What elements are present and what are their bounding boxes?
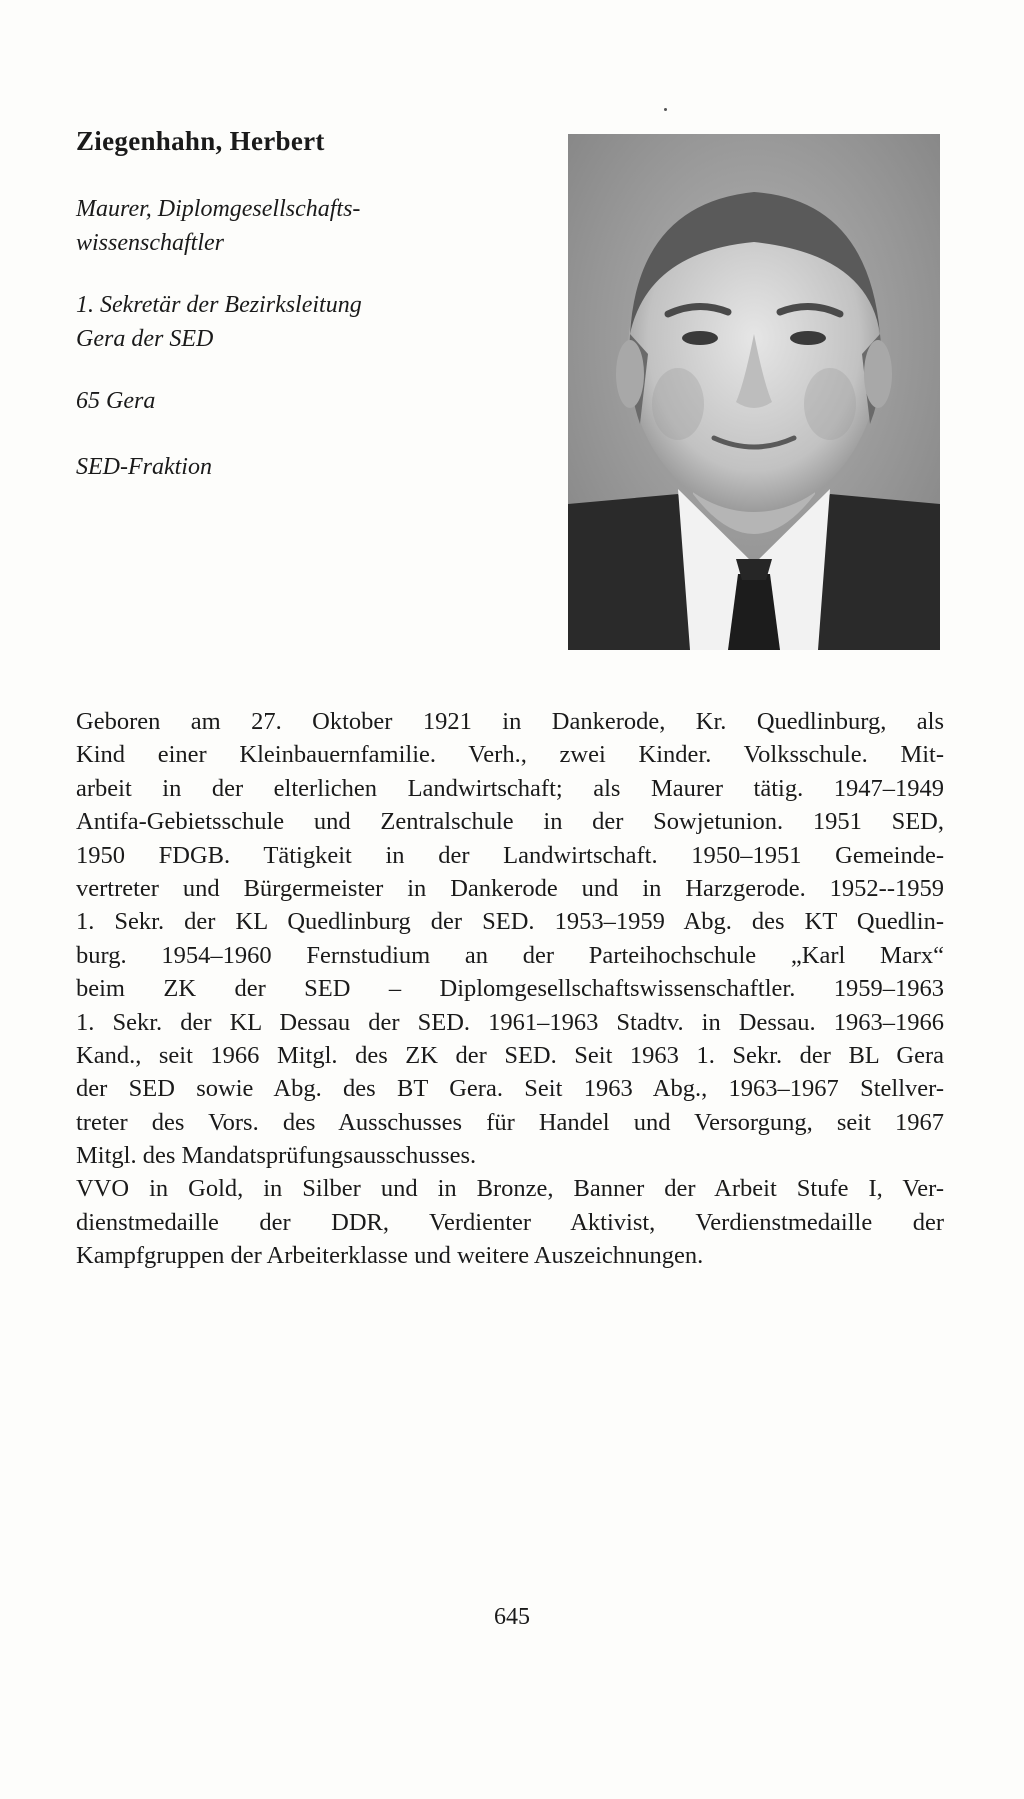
biography-line: burg. 1954–1960 Fernstudium an der Parteihochschule „Karl Marx“	[76, 941, 944, 969]
occupation-line-1: Maurer, Diplomgesellschafts-	[76, 196, 361, 222]
faction: SED-Fraktion	[76, 454, 212, 480]
biography-line: Kand., seit 1966 Mitgl. des ZK der SED. Seit 1963 1. Sekr. der BL Gera	[76, 1041, 944, 1069]
position-line-1: 1. Sekretär der Bezirksleitung	[76, 292, 362, 318]
page-number: 645	[494, 1604, 530, 1630]
occupation	[76, 192, 436, 260]
awards-line: VVO in Gold, in Silber und in Bronze, Banner der Arbeit Stufe I, Ver-	[76, 1175, 944, 1203]
biography-line: Mitgl. des Mandatsprüfungsausschusses.	[76, 1142, 477, 1170]
occupation-line-2: wissenschaftler	[76, 230, 224, 256]
address: 65 Gera	[76, 388, 156, 414]
position-line-2: Gera der SED	[76, 326, 214, 352]
biography-line: 1. Sekr. der KL Dessau der SED. 1961–1963 Stadtv. in Dessau. 1963–1966	[76, 1008, 944, 1036]
biography-line: Geboren am 27. Oktober 1921 in Dankerode, Kr. Quedlinburg, als	[76, 708, 944, 735]
biography	[76, 705, 944, 1273]
biography-line: Antifa-Gebietsschule und Zentralschule in der Sowjetunion. 1951 SED,	[76, 808, 944, 836]
biography-line: 1. Sekr. der KL Quedlinburg der SED. 1953–1959 Abg. des KT Quedlin-	[76, 908, 944, 936]
awards-line: Kampfgruppen der Arbeiterklasse und weitere Auszeichnungen.	[76, 1242, 704, 1270]
person-name: Ziegenhahn, Herbert	[76, 126, 325, 156]
biography-line: der SED sowie Abg. des BT Gera. Seit 1963 Abg., 1963–1967 Stellver-	[76, 1075, 944, 1103]
biography-line: beim ZK der SED – Diplomgesellschaftswissenschaftler. 1959–1963	[76, 975, 944, 1003]
biography-line: arbeit in der elterlichen Landwirtschaft; als Maurer tätig. 1947–1949	[76, 774, 944, 802]
biography-line: vertreter und Bürgermeister in Dankerode und in Harzgerode. 1952--1959	[76, 874, 944, 902]
position	[76, 288, 436, 356]
biography-line: 1950 FDGB. Tätigkeit in der Landwirtschaft. 1950–1951 Gemeinde-	[76, 841, 944, 869]
portrait-photo	[568, 134, 940, 650]
awards-line: dienstmedaille der DDR, Verdienter Aktivist, Verdienstmedaille der	[76, 1208, 944, 1236]
biography-line: treter des Vors. des Ausschusses für Handel und Versorgung, seit 1967	[76, 1108, 944, 1136]
print-speck	[664, 108, 667, 111]
portrait-illustration	[568, 134, 940, 650]
biography-line: Kind einer Kleinbauernfamilie. Verh., zwei Kinder. Volksschule. Mit-	[76, 741, 944, 769]
